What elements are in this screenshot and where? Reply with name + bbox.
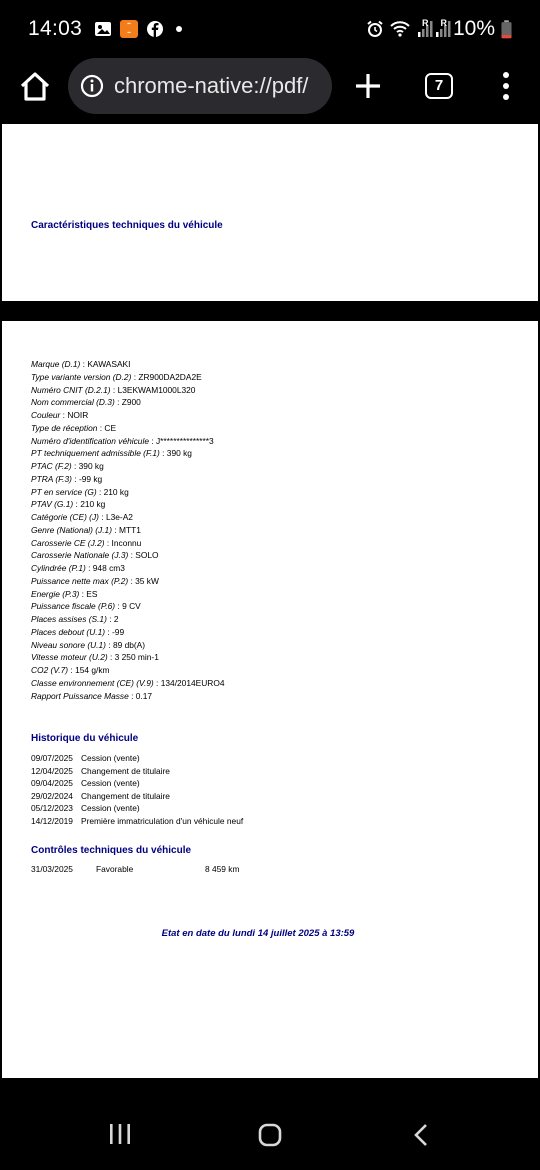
url-bar[interactable] — [68, 58, 332, 114]
history-date: 12/04/2025 — [31, 765, 73, 776]
spec-separator: : — [71, 461, 79, 471]
section-heading-caracteristiques: Caractéristiques techniques du véhicule — [31, 220, 223, 231]
spec-row — [31, 473, 225, 486]
spec-row — [31, 575, 225, 588]
spec-value: MTT1 — [118, 524, 141, 535]
temu-icon: ▪▪ ▪▪ — [120, 20, 138, 38]
spec-row — [31, 588, 225, 601]
history-event: Cession (vente) — [81, 753, 140, 763]
spec-separator: : — [60, 410, 68, 420]
spec-value: 210 kg — [80, 499, 106, 510]
history-event: Changement de titulaire — [81, 765, 170, 776]
spec-row — [31, 677, 225, 690]
spec-label: Carosserie CE (J.2) — [31, 537, 105, 548]
spec-separator: : — [106, 614, 114, 624]
spec-row — [31, 486, 225, 499]
spec-row — [31, 384, 225, 397]
spec-value: NOIR — [67, 410, 89, 420]
browser-toolbar — [0, 58, 540, 122]
spec-label: Rapport Puissance Masse — [31, 690, 129, 701]
navigation-bar — [0, 1090, 540, 1170]
more-vert-icon[interactable] — [500, 70, 512, 102]
spec-label: PTAV (G.1) — [31, 499, 74, 510]
spec-row — [31, 537, 225, 550]
spec-separator: : — [73, 499, 81, 510]
spec-label: PT techniquement admissible (F.1) — [31, 448, 160, 459]
home-icon[interactable] — [18, 70, 52, 104]
spec-label: Places assises (S.1) — [31, 614, 107, 624]
history-row — [31, 752, 243, 765]
wifi-icon — [390, 20, 410, 38]
spec-value: 134/2014EURO4 — [160, 677, 225, 688]
history-date: 05/12/2023 — [31, 803, 73, 814]
spec-value: 210 kg — [103, 486, 129, 497]
spec-row — [31, 435, 225, 448]
gallery-icon — [94, 20, 112, 38]
back-icon[interactable] — [413, 1123, 429, 1147]
spec-row — [31, 626, 225, 639]
history-row — [31, 802, 243, 815]
spec-row — [31, 600, 225, 613]
spec-row — [31, 447, 225, 460]
spec-row — [31, 371, 225, 384]
spec-value: SOLO — [135, 550, 159, 561]
notification-icons — [94, 20, 182, 38]
spec-label: Energie (P.3) — [31, 588, 80, 599]
spec-value: 390 kg — [166, 448, 192, 459]
url-text[interactable]: chrome-native://pdf/ — [114, 73, 309, 98]
spec-label: Couleur — [31, 410, 61, 420]
spec-value: CE — [104, 422, 117, 433]
spec-separator: : — [79, 588, 87, 599]
spec-row — [31, 422, 225, 435]
spec-label: Type de réception — [31, 422, 98, 433]
spec-separator: : — [105, 639, 113, 650]
spec-separator: : — [98, 512, 106, 522]
spec-row — [31, 524, 225, 537]
tabs-icon[interactable]: 7 — [425, 73, 453, 99]
spec-row — [31, 639, 225, 652]
spec-row — [31, 562, 225, 575]
spec-value: ZR900DA2DA2E — [138, 371, 202, 382]
spec-label: PTAC (F.2) — [31, 461, 72, 471]
control-row — [31, 864, 239, 874]
history-event: Cession (vente) — [81, 803, 140, 814]
spec-label: Niveau sonore (U.1) — [31, 639, 106, 650]
spec-value: -99 kg — [78, 473, 103, 484]
spec-list — [31, 358, 225, 702]
spec-separator: : — [104, 537, 112, 548]
spec-separator: : — [97, 422, 105, 433]
info-icon[interactable] — [80, 74, 104, 98]
status-time: 14:03 — [28, 17, 83, 40]
spec-separator: : — [71, 473, 79, 484]
spec-label: Vitesse moteur (U.2) — [31, 652, 108, 663]
spec-value: 89 db(A) — [112, 639, 146, 650]
spec-value: 390 kg — [78, 461, 104, 471]
alarm-icon — [366, 20, 384, 38]
spec-row — [31, 409, 225, 422]
spec-value: Inconnu — [111, 537, 142, 548]
spec-value: KAWASAKI — [87, 359, 131, 369]
system-icons — [366, 17, 512, 41]
dot-icon — [176, 26, 182, 32]
spec-label: Genre (National) (J.1) — [31, 524, 112, 535]
history-event: Changement de titulaire — [81, 790, 170, 801]
battery-percent: 10% — [452, 17, 495, 40]
spec-value: 9 CV — [122, 601, 141, 612]
status-bar — [0, 0, 540, 58]
spec-label: Numéro CNIT (D.2.1) — [31, 384, 111, 395]
spec-separator: : — [110, 384, 118, 395]
signal-label-2: R — [440, 18, 447, 28]
history-row — [31, 790, 243, 803]
signal-label-1: R — [421, 18, 429, 28]
history-list — [31, 752, 243, 828]
etat-date: Etat en date du lundi 14 juillet 2025 à 13:59 — [161, 928, 355, 939]
spec-row — [31, 396, 225, 409]
spec-value: 3 250 min-1 — [114, 652, 159, 663]
spec-label: Type variante version (D.2) — [31, 371, 132, 382]
spec-value: -99 — [112, 626, 125, 637]
spec-row — [31, 498, 225, 511]
battery-icon — [501, 20, 512, 39]
recents-icon[interactable] — [108, 1123, 132, 1145]
spec-value: ES — [86, 588, 98, 599]
spec-separator: : — [112, 524, 119, 535]
spec-label: CO2 (V.7) — [31, 665, 69, 675]
history-date: 09/07/2025 — [31, 753, 73, 763]
spec-label: Marque (D.1) — [31, 359, 81, 369]
history-event: Première immatriculation d'un véhicule neuf — [81, 815, 244, 826]
spec-separator: : — [68, 665, 76, 675]
spec-row — [31, 664, 225, 677]
spec-label: Puissance fiscale (P.6) — [31, 601, 116, 612]
history-date: 29/02/2024 — [31, 790, 73, 801]
spec-separator: : — [114, 397, 122, 408]
spec-separator: : — [153, 677, 161, 688]
spec-row — [31, 358, 225, 371]
section-heading-controles: Contrôles techniques du véhicule — [31, 845, 192, 856]
spec-row — [31, 460, 225, 473]
control-km: 8 459 km — [205, 864, 240, 874]
spec-label: Nom commercial (D.3) — [31, 397, 115, 408]
plus-icon[interactable] — [352, 70, 384, 102]
spec-separator: : — [115, 601, 123, 612]
spec-row — [31, 690, 225, 703]
spec-label: Cylindrée (P.1) — [31, 563, 86, 573]
spec-label: PTRA (F.3) — [31, 473, 72, 484]
control-result: Favorable — [96, 864, 134, 874]
home-circle-icon[interactable] — [258, 1123, 282, 1147]
spec-label: Numéro d'identification véhicule — [31, 435, 149, 446]
spec-separator: : — [159, 448, 167, 459]
spec-separator: : — [105, 626, 113, 637]
spec-value: L3e-A2 — [105, 512, 133, 522]
spec-separator: : — [128, 690, 136, 701]
history-row — [31, 777, 243, 790]
spec-separator: : — [107, 652, 115, 663]
spec-value: J***************3 — [155, 435, 214, 446]
spec-value: 948 cm3 — [92, 563, 125, 573]
pdf-page-2 — [2, 321, 538, 1078]
spec-separator: : — [96, 486, 104, 497]
spec-label: PT en service (G) — [31, 486, 97, 497]
spec-separator: : — [128, 550, 136, 561]
spec-separator: : — [85, 563, 93, 573]
spec-row — [31, 511, 225, 524]
spec-separator: : — [128, 575, 136, 586]
spec-row — [31, 651, 225, 664]
spec-label: Classe environnement (CE) (V.9) — [31, 677, 154, 688]
spec-value: 35 kW — [135, 575, 159, 586]
history-row — [31, 815, 243, 828]
facebook-icon — [146, 20, 164, 38]
history-date: 09/04/2025 — [31, 778, 73, 789]
spec-row — [31, 613, 225, 626]
history-date: 14/12/2019 — [31, 815, 73, 826]
spec-separator: : — [131, 371, 139, 382]
spec-value: Z900 — [121, 397, 141, 408]
spec-label: Puissance nette max (P.2) — [31, 575, 129, 586]
spec-value: L3EKWAM1000L320 — [117, 384, 196, 395]
spec-label: Places debout (U.1) — [31, 626, 106, 637]
spec-value: 0.17 — [135, 690, 153, 701]
spec-value: 154 g/km — [75, 665, 110, 675]
section-heading-historique: Historique du véhicule — [31, 733, 139, 744]
spec-separator: : — [80, 359, 88, 369]
spec-label: Catégorie (CE) (J) — [31, 512, 99, 522]
spec-separator: : — [148, 435, 156, 446]
history-row — [31, 765, 243, 778]
spec-row — [31, 549, 225, 562]
spec-label: Carosserie Nationale (J.3) — [31, 550, 129, 561]
spec-value: 2 — [113, 614, 119, 624]
control-date: 31/03/2025 — [31, 864, 73, 874]
pdf-page-1 — [2, 124, 538, 301]
history-event: Cession (vente) — [81, 778, 140, 789]
